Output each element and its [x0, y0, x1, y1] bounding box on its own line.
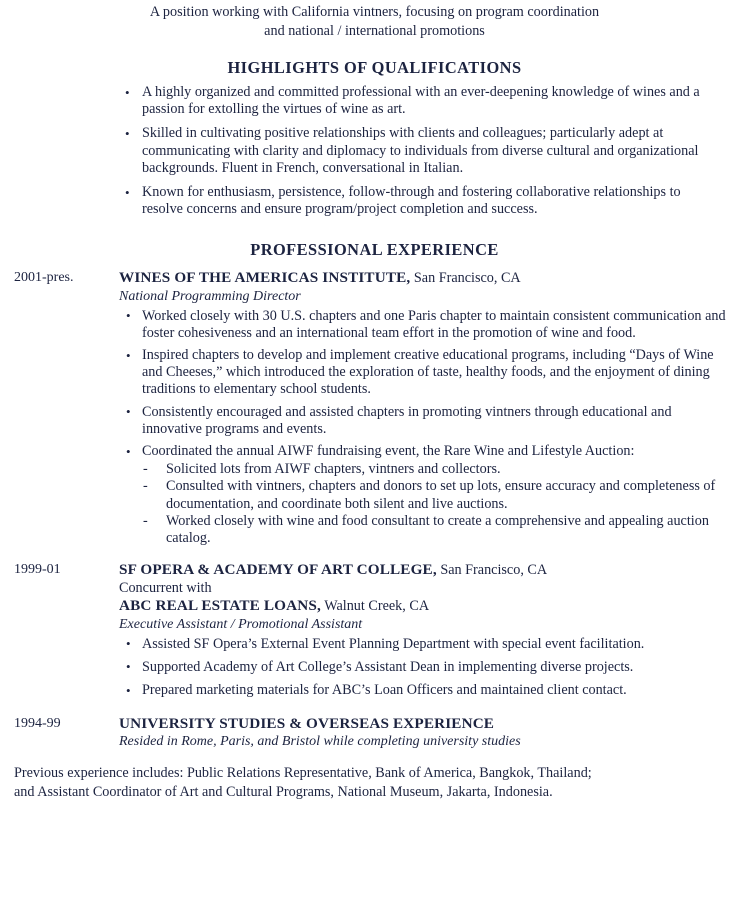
list-item-text: Coordinated the annual AIWF fundraising event, the Rare Wine and Lifestyle Auction:: [142, 443, 635, 460]
job-sub-bullets-list: [141, 461, 733, 547]
job-entry: [14, 269, 735, 552]
employer-label: UNIVERSITY STUDIES & OVERSEAS EXPERIENCE: [119, 715, 495, 733]
list-item: • A highly organized and committed professional with an ever-deepening knowledge of wines and a passion for extolling the virtues of wine as art.: [119, 84, 725, 118]
objective-line-2: and national / international promotions: [264, 22, 485, 39]
job-title: National Programming Director: [119, 288, 301, 304]
job-dates: 2001-pres.: [14, 270, 74, 286]
job-details: [119, 715, 735, 751]
employer-name-secondary: [119, 597, 733, 615]
section-heading-highlights: HIGHLIGHTS OF QUALIFICATIONS: [227, 58, 522, 77]
list-item: [119, 443, 733, 547]
list-item: • Prepared marketing materials for ABC’s Loan Officers and maintained client contact.: [119, 682, 733, 699]
job-entry: [14, 715, 735, 751]
sub-list-item: - Solicited lots from AIWF chapters, vintners and collectors.: [141, 461, 733, 478]
list-item: • Supported Academy of Art College’s Assistant Dean in implementing diverse projects.: [119, 659, 733, 676]
sub-list-item: - Worked closely with wine and food consultant to create a comprehensive and appealing auction catalog.: [141, 513, 733, 547]
section-heading-experience: PROFESSIONAL EXPERIENCE: [250, 240, 499, 260]
previous-experience-note: [14, 764, 731, 801]
list-item: • Consistently encouraged and assisted chapters in promoting vintners through educational and innovative programs and events.: [119, 404, 733, 438]
list-item: • Inspired chapters to develop and implement creative educational programs, including “Days of Wine and Cheeses,” which introduced the exploration of taste, healthy foods, and the enjoyment of dining traditions to elementary school students.: [119, 347, 733, 399]
job-entry: [14, 561, 735, 705]
employer-label: WINES OF THE AMERICAS INSTITUTE,: [119, 269, 411, 287]
employer-location: San Francisco, CA: [436, 562, 548, 579]
previous-experience-line-1: Previous experience includes: Public Relations Representative, Bank of America, Bangkok, Thailand;: [14, 765, 592, 782]
employer-name: [119, 715, 733, 733]
job-title: Resided in Rome, Paris, and Bristol while completing university studies: [119, 734, 521, 750]
previous-experience-line-2: and Assistant Coordinator of Art and Cultural Programs, National Museum, Jakarta, Indonesia.: [14, 783, 553, 800]
job-details: [119, 561, 735, 705]
job-dates: 1999-01: [14, 562, 61, 578]
employer-location-secondary: Walnut Creek, CA: [320, 598, 430, 615]
objective-statement: [45, 2, 705, 40]
highlights-list: [119, 84, 725, 218]
objective-line-1: A position working with California vintners, focusing on program coordination: [149, 4, 600, 20]
employer-name: [119, 269, 733, 287]
employer-name: [119, 561, 733, 579]
concurrent-label: Concurrent with: [119, 580, 212, 597]
sub-list-item: - Consulted with vintners, chapters and donors to set up lots, ensure accuracy and completeness of documentation, and coordinate both silent and live auctions.: [141, 478, 733, 512]
job-bullets-list: [119, 308, 733, 548]
list-item: • Assisted SF Opera’s External Event Planning Department with special event facilitation.: [119, 636, 733, 653]
list-item: • Worked closely with 30 U.S. chapters and one Paris chapter to maintain consistent communication and foster cohesiveness and an international team effort in the promotion of wine and food.: [119, 308, 733, 342]
job-dates: 1994-99: [14, 716, 61, 732]
list-item: • Known for enthusiasm, persistence, follow-through and fostering collaborative relationships to resolve concerns and ensure program/project completion and success.: [119, 184, 725, 218]
job-details: [119, 269, 735, 552]
job-title: Executive Assistant / Promotional Assistant: [119, 616, 363, 632]
job-bullets-list: [119, 636, 733, 700]
employer-location: San Francisco, CA: [410, 270, 521, 287]
list-item: • Skilled in cultivating positive relationships with clients and colleagues; particularly adept at communicating with clarity and diplomacy to individuals from diverse cultural and organizational backgrounds. Fluent in French, conversational in Italian.: [119, 125, 725, 177]
employer-label: SF OPERA & ACADEMY OF ART COLLEGE,: [119, 561, 437, 579]
employer-label-secondary: ABC REAL ESTATE LOANS,: [119, 597, 321, 615]
